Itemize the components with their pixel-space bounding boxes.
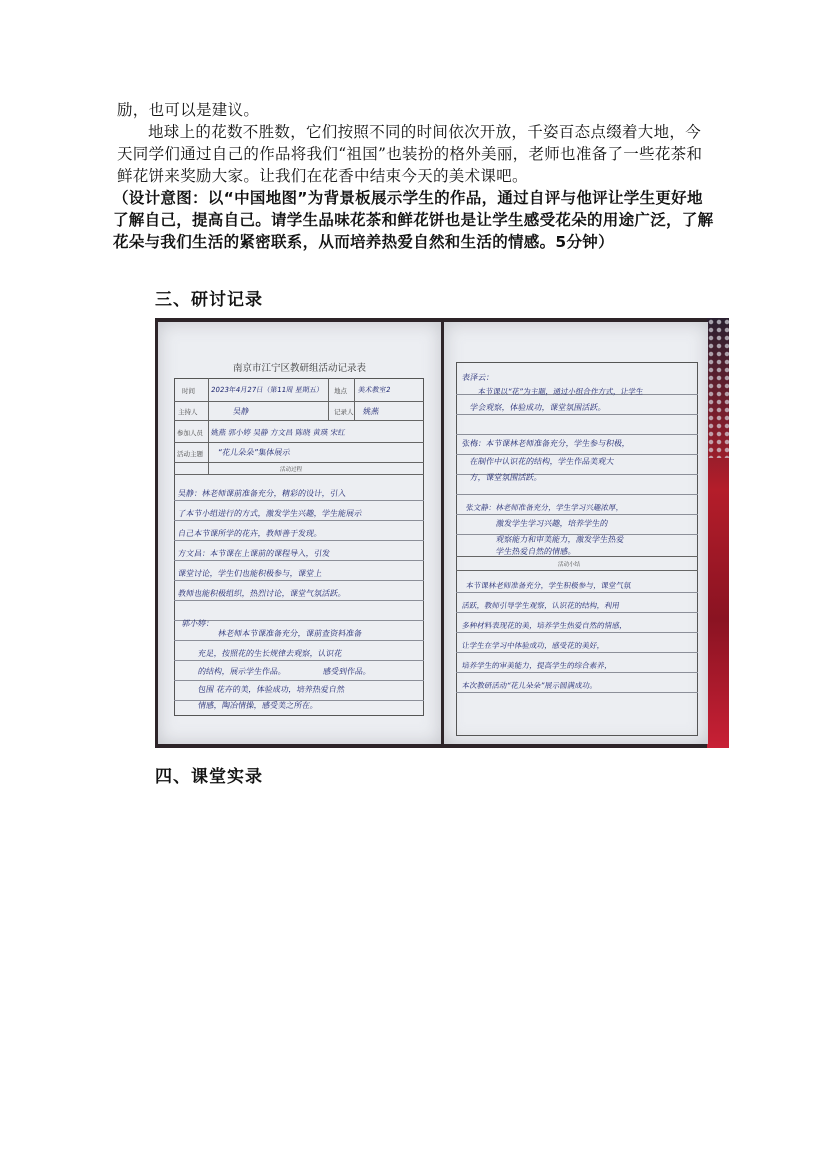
record-form-left-page: 南京市江宁区教研组活动记录表 时间 地点 主持人 记录人 参加人员 活动主题 活动过程 2023年4月27日（第11周 星期五） 美术教室2 吴静 姚燕 姚燕 郭小婷 吴静 方文昌 陈晓 黄瑛 宋红 “花儿朵朵”集体展示 吴静：林老师课前准备充分，精彩的设计，引入 了本节小组进行的方式，激发学生兴趣，学生能展示 自己本节课所学的花卉，教师善于发现。 方文昌：本节课在上课前的课程导入，引发 课堂讨论，学生们也能积极参与，课堂上 教师也能积极组织，热烈讨论，课堂气氛活跃。 郭小婷： 林老师本节课准备充分，课前查资料准备 充足，按照花的生长规律去观察，认识花 的结构，展示学生作品。 感受到作品。 包围 花卉的美，体验成功，培养热爱自然 情感，陶冶情操，感受美之所在。 xyxy=(158,322,441,744)
label-theme: 活动主题 xyxy=(177,450,203,458)
label-time: 时间 xyxy=(182,387,195,395)
section-heading-discussion-record: 三、研讨记录 xyxy=(155,290,263,310)
section-heading-classroom-record: 四、课堂实录 xyxy=(155,767,263,787)
label-host: 主持人 xyxy=(178,408,198,416)
design-intent-paragraph: （设计意图：以“中国地图”为背景板展示学生的作品，通过自评与他评让学生更好地了解自己，提高自己。请学生品味花茶和鲜花饼也是让学生感受花朵的用途广泛，了解花朵与我们生活的紧密联系，从而培养热爱自然和生活的情感。5分钟） xyxy=(113,189,714,251)
activity-record-photo xyxy=(155,318,729,748)
label-place: 地点 xyxy=(334,387,347,395)
label-recorder: 记录人 xyxy=(334,408,354,416)
label-participants: 参加人员 xyxy=(177,429,203,437)
label-summary: 活动小结 xyxy=(558,562,581,568)
record-form-right-page: 活动小结 表泽云： 本节课以“花”为主题，通过小组合作方式，让学生 学会观察，体验成功，课堂氛围活跃。 张梅：本节课林老师准备充分，学生参与积极， 在制作中认识花的结构，学生作品美观大 方，课堂氛围活跃。 张文静：林老师准备充分，学生学习兴趣浓厚， 激发学生学习兴趣，培养学生的 观察能力和审美能力，激发学生热爱 学生热爱自然的情感。 本节课林老师准备充分，学生积极参与，课堂气氛 活跃，教师引导学生观察，认识花的结构，利用 多种材料表现花的美，培养学生热爱自然的情感， 让学生在学习中体验成功，感受花的美好， 培养学生的审美能力，提高学生的综合素养， 本次教研活动“花儿朵朵”展示圆满成功。 xyxy=(444,322,708,744)
label-process: 活动过程 xyxy=(280,467,303,473)
closing-paragraph: 地球上的花数不胜数，它们按照不同的时间依次开放，千姿百态点缀着大地，今天同学们通过自己的作品将我们“祖国”也装扮的格外美丽，老师也准备了一些花茶和鲜花饼来奖励大家。让我们在花香中结束今天的美术课吧。 xyxy=(117,123,703,185)
paragraph-continuation: 励，也可以是建议。 xyxy=(117,101,260,119)
form-title: 南京市江宁区教研组活动记录表 xyxy=(232,363,366,374)
